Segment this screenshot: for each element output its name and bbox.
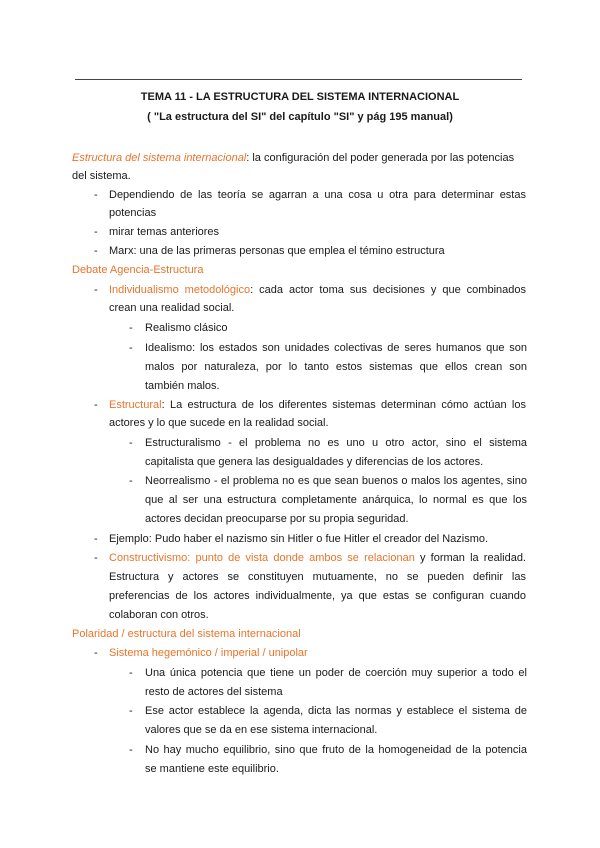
dash-bullet: - [94, 284, 98, 296]
bullet-ejemplo: Ejemplo: Pudo haber el nazismo sin Hitler o fue Hitler el creador del Nazismo. [109, 533, 489, 545]
sub-bullet-neorrealismo-cont: que al ser una estructura completamente anárquica, lo normal es que los [145, 494, 527, 506]
sub-bullet-neorrealismo: Neorrealismo - el problema no es que sean buenos o malos los agentes, sino [145, 475, 527, 487]
bullet-marx: Marx: una de las primeras personas que emplea el témino estructura [109, 245, 445, 257]
dash-bullet: - [129, 475, 133, 487]
bullet-constructivismo [109, 551, 526, 565]
top-rule [75, 79, 522, 80]
dash-bullet: - [94, 647, 98, 659]
constructivismo-end: colaboran con otros. [109, 609, 209, 621]
term-individualismo: Individualismo metodológico [109, 284, 251, 296]
individualismo-text: : cada actor toma sus decisiones y que combinados [250, 284, 526, 296]
dash-bullet: - [129, 667, 133, 679]
heading-debate: Debate Agencia-Estructura [72, 264, 204, 276]
term-estructura: Estructura del sistema internacional [72, 152, 247, 164]
term-constructivismo: Constructivismo: punto de vista donde ambos se relacionan [109, 552, 415, 564]
term-estructural: Estructural [109, 399, 162, 411]
page-title: TEMA 11 - LA ESTRUCTURA DEL SISTEMA INTERNACIONAL [140, 91, 460, 103]
sub-bullet-potencia: Una única potencia que tiene un poder de coerción muy superior a todo el [145, 667, 527, 679]
dash-bullet: - [129, 437, 133, 449]
dash-bullet: - [129, 744, 133, 756]
sub-bullet-estructuralismo-cont: capitalista que genera las desigualdades y diferencias de los actores. [145, 456, 484, 468]
individualismo-cont: crean una realidad social. [109, 302, 235, 314]
bullet-teoria-cont: potencias [109, 207, 157, 219]
page-subtitle: ( "La estructura del SI" del capítulo "SI" y pág 195 manual) [147, 111, 453, 123]
dash-bullet: - [129, 322, 133, 334]
sub-bullet-agenda: Ese actor establece la agenda, dicta las normas y establece el sistema de [145, 705, 527, 717]
bullet-teoria: Dependiendo de las teoría se agarran a una cosa u otra para determinar estas [109, 189, 526, 201]
sub-bullet-equilibrio-cont: se mantiene este equilibrio. [145, 763, 279, 775]
definition-continuation: del sistema. [72, 170, 131, 182]
paragraph-estructura [72, 151, 514, 165]
dash-bullet: - [94, 189, 98, 201]
sub-bullet-equilibrio: No hay mucho equilibrio, sino que fruto de la homogeneidad de la potencia [145, 744, 527, 756]
constructivismo-cont-2: preferencias de los actores individualmente, ya que estas se configuran cuando [109, 590, 526, 602]
sub-bullet-idealismo: Idealismo: los estados son unidades colectivas de seres humanos que son [145, 342, 527, 354]
bullet-mirar: mirar temas anteriores [109, 226, 220, 238]
sub-bullet-neorrealismo-end: actores decidan preocuparse por su propia seguridad. [145, 513, 409, 525]
constructivismo-text: y forman la realidad. [414, 552, 526, 564]
dash-bullet: - [94, 399, 98, 411]
estructural-text: : La estructura de los diferentes sistemas determinan cómo actúan los [161, 399, 526, 411]
dash-bullet: - [94, 245, 98, 257]
constructivismo-cont: Estructura y actores se constituyen mutuamente, no se pueden definir las [109, 571, 526, 583]
dash-bullet: - [129, 705, 133, 717]
dash-bullet: - [94, 552, 98, 564]
estructural-cont: actores y lo que sucede en la realidad social. [109, 417, 329, 429]
dash-bullet: - [94, 226, 98, 238]
bullet-estructural [109, 398, 526, 412]
sub-bullet-idealismo-end: también malos. [145, 380, 220, 392]
subheading-hegemonico: Sistema hegemónico / imperial / unipolar [109, 647, 308, 659]
definition-text: : la configuración del poder generada por las potencias [246, 152, 515, 164]
heading-polaridad: Polaridad / estructura del sistema internacional [72, 628, 301, 640]
dash-bullet: - [94, 533, 98, 545]
sub-bullet-agenda-cont: valores que se da en ese sistema internacional. [145, 724, 378, 736]
sub-bullet-estructuralismo: Estructuralismo - el problema no es uno u otro actor, sino el sistema [145, 437, 527, 449]
sub-bullet-idealismo-cont: malos por naturaleza, por lo tanto estos sistemas que ellos crean son [145, 361, 527, 373]
sub-bullet-potencia-cont: resto de actores del sistema [145, 686, 283, 698]
sub-bullet-realismo: Realismo clásico [145, 322, 228, 334]
bullet-individualismo [109, 283, 526, 297]
dash-bullet: - [129, 342, 133, 354]
